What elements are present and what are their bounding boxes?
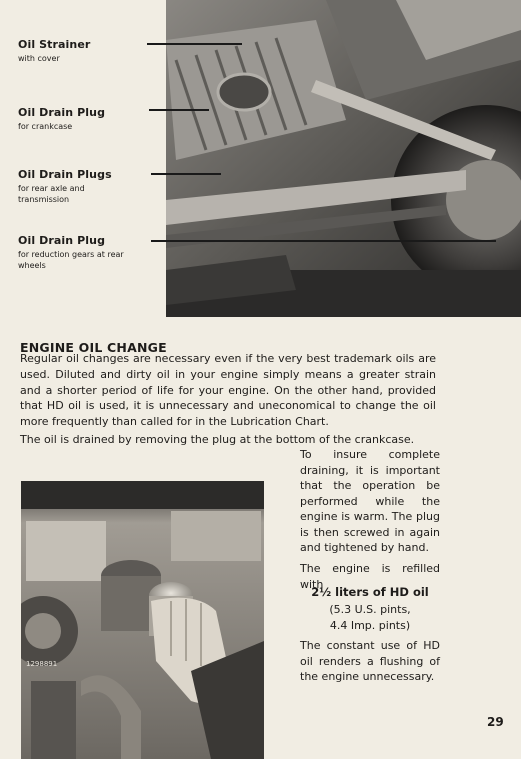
paragraph-intro: Regular oil changes are necessary even if the very best trademark oils are used. Diluted and dirty oil in your engine simply means a greater strain and a shorter period of life for your engine. On the other hand, provided that HD oil is used, it is unnecessary and uneconomical to change the oil more frequently than called for in the Lubrication Chart. [20,352,436,429]
callout-title: Oil Drain Plug [18,106,106,119]
leader-line-reduction-plug [151,240,496,242]
paragraph-closing: The constant use of HD oil renders a flushing of the engine unnecessary. [300,639,440,683]
leader-line-axle-plugs [151,173,221,175]
callout-subtitle: with cover [18,54,60,63]
callout-subtitle: for rear axle and transmission [18,184,85,204]
engine-underside-photo [166,0,521,317]
section-heading: ENGINE OIL CHANGE [20,340,167,355]
oil-capacity-us-pints: (5.3 U.S. pints, [329,603,411,616]
callout-title: Oil Strainer [18,38,91,51]
engine-stamp-number: 1298891 [26,660,58,668]
callout-oil-drain-plug-crankcase [18,106,105,132]
callout-title: Oil Drain Plug [18,234,106,247]
callout-oil-drain-plugs-axle [18,168,128,205]
paragraph-refill: The engine is refilled with [300,562,440,591]
leader-line-crankcase-plug [149,109,209,111]
callout-oil-strainer [18,38,90,64]
page-number: 29 [487,715,504,729]
callout-title: Oil Drain Plugs [18,168,112,181]
oil-capacity-imp-pints: 4.4 Imp. pints) [329,619,411,632]
callout-subtitle: for reduction gears at rear wheels [18,250,124,270]
engine-oil-filler-photo [21,481,264,759]
paragraph-drain-instructions: To insure complete draining, it is important that the operation be performed while the engine is warm. The plug is then screwed in again and tightened by hand. [300,448,440,554]
oil-capacity-liters: 2½ liters of HD oil [311,585,429,599]
callout-subtitle: for crankcase [18,122,73,131]
paragraph-drain-lead: The oil is drained by removing the plug at the bottom of the crankcase. [20,433,415,446]
callout-oil-drain-plug-reduction [18,234,136,271]
leader-line-oil-strainer [147,43,242,45]
